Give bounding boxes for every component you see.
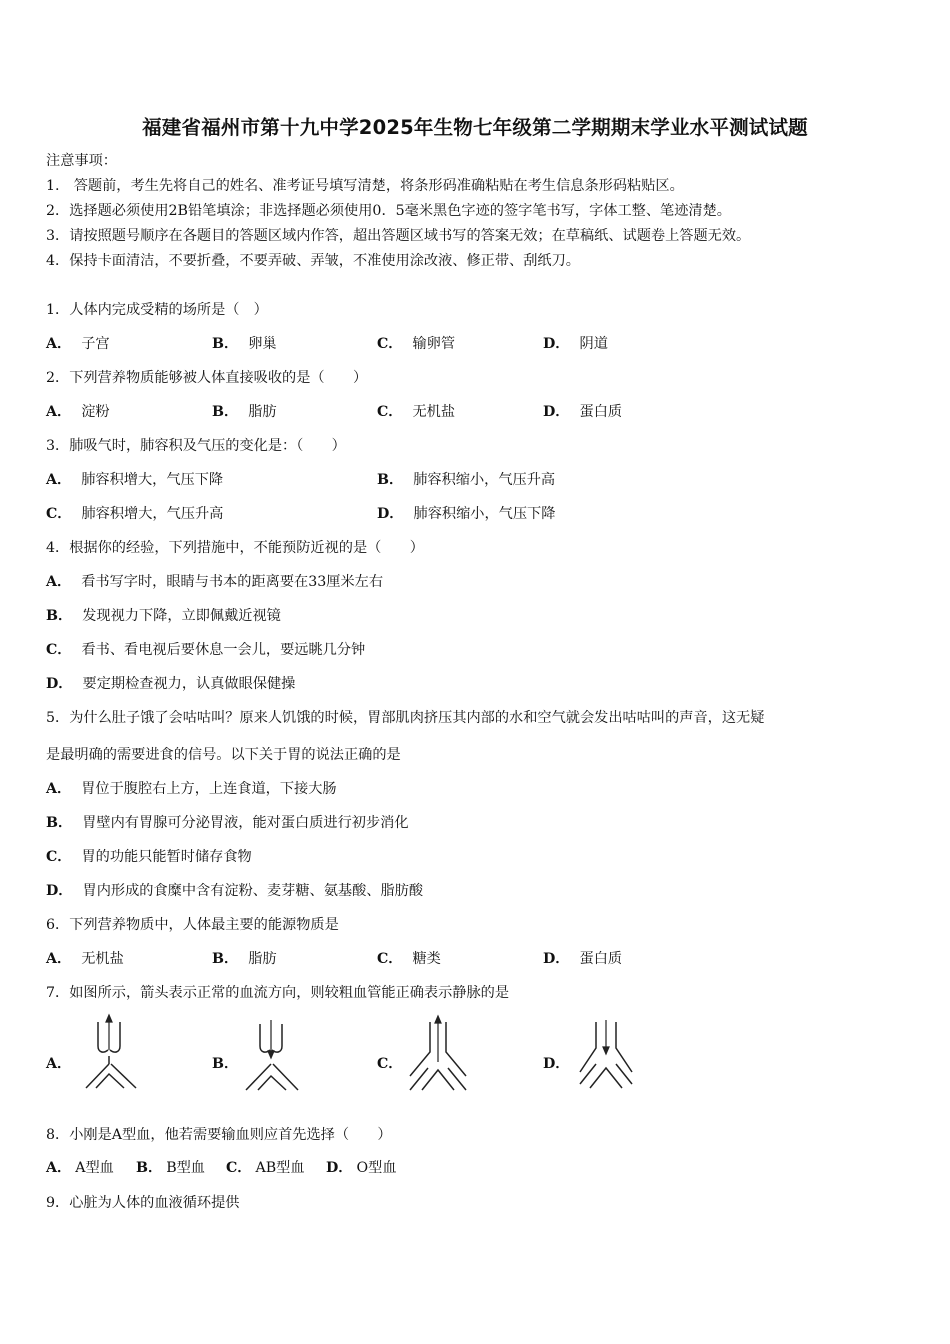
- option-text: 胃壁内有胃腺可分泌胃液，能对蛋白质进行初步消化: [82, 815, 409, 831]
- option-label: D．: [377, 506, 404, 522]
- option-label: A．: [46, 472, 72, 488]
- option-label: D．: [543, 951, 570, 967]
- option-text: 肺容积增大，气压下降: [81, 472, 224, 488]
- option-text: 看书、看电视后要休息一会儿，要远眺几分钟: [81, 642, 366, 658]
- question-2-stem: 2．下列营养物质能够被人体直接吸收的是（ ）: [46, 370, 368, 386]
- option-text: 胃位于腹腔右上方，上连食道，下接大肠: [81, 781, 337, 797]
- q8-option-d[interactable]: [326, 1158, 397, 1178]
- option-label: A．: [46, 1056, 72, 1072]
- option-text: 胃内形成的食糜中含有淀粉、麦芽糖、氨基酸、脂肪酸: [82, 883, 424, 899]
- vessel-branch-arrow-up-icon: [78, 1012, 158, 1092]
- option-label: D．: [46, 883, 73, 899]
- q7-option-a[interactable]: [46, 1054, 81, 1074]
- question-5-stem-line2: 是最明确的需要进食的信号。以下关于胃的说法正确的是: [46, 747, 401, 763]
- notes-heading: 注意事项：: [46, 153, 117, 169]
- option-label: B．: [212, 951, 239, 967]
- q4-option-b[interactable]: [46, 606, 281, 626]
- q2-option-c[interactable]: [377, 402, 455, 422]
- option-label: C．: [377, 951, 403, 967]
- q5-option-b[interactable]: [46, 813, 409, 833]
- option-text: 脂肪: [248, 404, 277, 420]
- option-text: 脂肪: [248, 951, 277, 967]
- option-label: B．: [212, 404, 239, 420]
- exam-title: 福建省福州市第十九中学2025年生物七年级第二学期期末学业水平测试试题: [142, 116, 808, 139]
- q1-option-d[interactable]: [543, 334, 608, 354]
- option-text: 蛋白质: [579, 404, 623, 420]
- option-label: B．: [136, 1160, 163, 1176]
- question-6-stem: 6．下列营养物质中，人体最主要的能源物质是: [46, 917, 339, 933]
- option-label: B．: [377, 472, 404, 488]
- q8-option-c[interactable]: [226, 1158, 305, 1178]
- option-text: B型血: [166, 1160, 205, 1176]
- question-3-stem: 3．肺吸气时，肺容积及气压的变化是：（ ）: [46, 438, 346, 454]
- option-text: AB型血: [255, 1160, 305, 1176]
- option-text: 要定期检查视力，认真做眼保健操: [82, 676, 296, 692]
- option-label: D．: [543, 404, 570, 420]
- q4-option-d[interactable]: [46, 674, 295, 694]
- q4-option-c[interactable]: [46, 640, 365, 660]
- option-label: A．: [46, 951, 72, 967]
- q3-option-a[interactable]: [46, 470, 223, 490]
- option-label: C．: [46, 506, 72, 522]
- option-label: C．: [377, 1056, 403, 1072]
- option-label: A．: [46, 404, 72, 420]
- option-text: O型血: [356, 1160, 397, 1176]
- option-label: C．: [377, 336, 403, 352]
- option-label: C．: [226, 1160, 252, 1176]
- q5-option-d[interactable]: [46, 881, 423, 901]
- option-label: A．: [46, 1160, 72, 1176]
- note-item: 2．选择题必须使用2B铅笔填涂；非选择题必须使用0．5毫米黑色字迹的签字笔书写，字体工整、笔迹清楚。: [46, 203, 731, 219]
- option-label: A．: [46, 781, 72, 797]
- option-label: B．: [212, 1056, 239, 1072]
- option-label: C．: [377, 404, 403, 420]
- question-4-stem: 4．根据你的经验，下列措施中，不能预防近视的是（ ）: [46, 540, 424, 556]
- option-text: 发现视力下降，立即佩戴近视镜: [82, 608, 281, 624]
- option-label: D．: [326, 1160, 353, 1176]
- q6-option-d[interactable]: [543, 949, 622, 969]
- option-text: 肺容积增大，气压升高: [81, 506, 224, 522]
- option-label: D．: [46, 676, 73, 692]
- q3-option-c[interactable]: [46, 504, 223, 524]
- question-7-stem: 7．如图所示，箭头表示正常的血流方向，则较粗血管能正确表示静脉的是: [46, 985, 510, 1001]
- option-label: D．: [543, 1056, 570, 1072]
- option-label: A．: [46, 336, 72, 352]
- option-label: B．: [46, 608, 73, 624]
- option-label: D．: [543, 336, 570, 352]
- option-text: 糖类: [412, 951, 441, 967]
- option-label: C．: [46, 849, 72, 865]
- q2-option-a[interactable]: [46, 402, 110, 422]
- question-8-stem: 8．小刚是A型血，他若需要输血则应首先选择（ ）: [46, 1127, 392, 1143]
- option-text: 子宫: [81, 336, 110, 352]
- q5-option-a[interactable]: [46, 779, 337, 799]
- q2-option-b[interactable]: [212, 402, 277, 422]
- q1-option-a[interactable]: [46, 334, 110, 354]
- q6-option-c[interactable]: [377, 949, 441, 969]
- q5-option-c[interactable]: [46, 847, 252, 867]
- option-text: 看书写字时，眼睛与书本的距离要在33厘米左右: [81, 574, 384, 590]
- option-text: 无机盐: [81, 951, 124, 967]
- q3-option-d[interactable]: [377, 504, 555, 524]
- option-text: 无机盐: [412, 404, 456, 420]
- question-1-stem: 1．人体内完成受精的场所是（ ）: [46, 302, 268, 318]
- option-text: 蛋白质: [579, 951, 623, 967]
- note-item: 4．保持卡面清洁，不要折叠，不要弄破、弄皱，不准使用涂改液、修正带、刮纸刀。: [46, 253, 580, 269]
- q8-option-a[interactable]: [46, 1158, 114, 1178]
- q6-option-a[interactable]: [46, 949, 124, 969]
- note-item: 3．请按照题号顺序在各题目的答题区域内作答，超出答题区域书写的答案无效；在草稿纸、试题卷上答题无效。: [46, 228, 751, 244]
- option-text: 胃的功能只能暂时储存食物: [81, 849, 252, 865]
- vessel-trunk-arrow-down-icon: [572, 1012, 652, 1092]
- question-9-stem: 9．心脏为人体的血液循环提供: [46, 1195, 240, 1211]
- note-item: 1. 答题前，考生先将自己的姓名、准考证号填写清楚，将条形码准确粘贴在考生信息条形码粘贴区。: [46, 178, 684, 194]
- option-label: A．: [46, 574, 72, 590]
- option-text: 肺容积缩小，气压升高: [413, 472, 556, 488]
- question-5-stem-line1: 5．为什么肚子饿了会咕咕叫？原来人饥饿的时候，胃部肌肉挤压其内部的水和空气就会发出咕咕叫的声音，这无疑: [46, 710, 765, 726]
- option-text: 肺容积缩小，气压下降: [413, 506, 556, 522]
- option-text: 阴道: [579, 336, 608, 352]
- option-label: B．: [46, 815, 73, 831]
- option-text: 输卵管: [412, 336, 456, 352]
- q8-option-b[interactable]: [136, 1158, 205, 1178]
- q2-option-d[interactable]: [543, 402, 622, 422]
- option-text: 淀粉: [81, 404, 110, 420]
- option-text: 卵巢: [248, 336, 277, 352]
- q3-option-b[interactable]: [377, 470, 555, 490]
- q6-option-b[interactable]: [212, 949, 277, 969]
- q4-option-a[interactable]: [46, 572, 383, 592]
- vessel-trunk-arrow-up-icon: [404, 1012, 484, 1092]
- q1-option-b[interactable]: [212, 334, 277, 354]
- option-text: A型血: [75, 1160, 114, 1176]
- q1-option-c[interactable]: [377, 334, 455, 354]
- option-label: B．: [212, 336, 239, 352]
- vessel-branch-arrow-down-icon: [238, 1012, 318, 1092]
- option-label: C．: [46, 642, 72, 658]
